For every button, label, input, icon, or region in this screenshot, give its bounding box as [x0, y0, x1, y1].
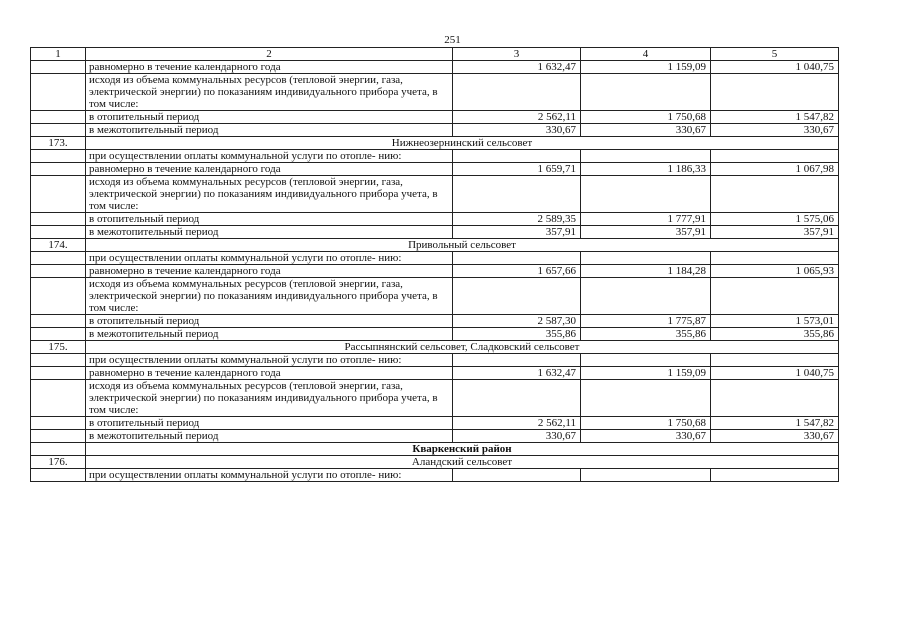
row-number-cell	[31, 226, 86, 239]
table-row	[31, 74, 839, 111]
table-row	[31, 226, 839, 239]
row-description: в межотопительный период	[86, 430, 453, 443]
value-col-5	[711, 176, 839, 213]
value-col-3: 357,91	[453, 226, 581, 239]
row-number-cell	[31, 328, 86, 341]
value-col-3: 2 562,11	[453, 111, 581, 124]
region-spacer	[31, 443, 86, 456]
row-description: равномерно в течение календарного года	[86, 265, 453, 278]
section-row	[31, 456, 839, 469]
value-col-4: 355,86	[581, 328, 711, 341]
value-col-4: 330,67	[581, 430, 711, 443]
row-description: в межотопительный период	[86, 124, 453, 137]
value-col-4	[581, 469, 711, 482]
table-row	[31, 163, 839, 176]
row-number-cell	[31, 213, 86, 226]
row-description: при осуществлении оплаты коммунальной услуги по отопле- нию:	[86, 252, 453, 265]
row-number-cell	[31, 367, 86, 380]
value-col-5: 1 575,06	[711, 213, 839, 226]
value-col-4: 1 186,33	[581, 163, 711, 176]
value-col-4	[581, 278, 711, 315]
value-col-5: 1 067,98	[711, 163, 839, 176]
column-header-3: 3	[453, 48, 581, 61]
value-col-3	[453, 469, 581, 482]
row-description: в межотопительный период	[86, 226, 453, 239]
section-number: 173.	[31, 137, 86, 150]
row-number-cell	[31, 265, 86, 278]
row-description: при осуществлении оплаты коммунальной услуги по отопле- нию:	[86, 469, 453, 482]
value-col-3: 2 587,30	[453, 315, 581, 328]
value-col-5: 1 040,75	[711, 61, 839, 74]
value-col-5: 357,91	[711, 226, 839, 239]
section-title: Нижнеозернинский сельсовет	[86, 137, 839, 150]
value-col-4: 1 750,68	[581, 111, 711, 124]
table-row	[31, 469, 839, 482]
table-row	[31, 150, 839, 163]
region-title: Кваркенский район	[86, 443, 839, 456]
value-col-4	[581, 150, 711, 163]
row-number-cell	[31, 150, 86, 163]
table-row	[31, 328, 839, 341]
value-col-5	[711, 150, 839, 163]
value-col-5	[711, 469, 839, 482]
section-row	[31, 137, 839, 150]
table-row	[31, 176, 839, 213]
value-col-5	[711, 354, 839, 367]
table-row	[31, 213, 839, 226]
value-col-5: 1 040,75	[711, 367, 839, 380]
value-col-4: 1 750,68	[581, 417, 711, 430]
value-col-3	[453, 74, 581, 111]
row-number-cell	[31, 430, 86, 443]
table-row	[31, 61, 839, 74]
table-row	[31, 380, 839, 417]
value-col-3	[453, 354, 581, 367]
section-title: Привольный сельсовет	[86, 239, 839, 252]
row-number-cell	[31, 469, 86, 482]
value-col-5: 1 547,82	[711, 111, 839, 124]
column-header-4: 4	[581, 48, 711, 61]
value-col-4	[581, 176, 711, 213]
value-col-4	[581, 380, 711, 417]
value-col-3: 1 632,47	[453, 367, 581, 380]
value-col-3: 330,67	[453, 124, 581, 137]
row-number-cell	[31, 315, 86, 328]
value-col-3	[453, 380, 581, 417]
section-number: 175.	[31, 341, 86, 354]
value-col-3: 1 659,71	[453, 163, 581, 176]
value-col-5: 330,67	[711, 124, 839, 137]
value-col-5	[711, 252, 839, 265]
row-description: в отопительный период	[86, 315, 453, 328]
section-row	[31, 239, 839, 252]
row-number-cell	[31, 176, 86, 213]
row-number-cell	[31, 278, 86, 315]
row-description: в отопительный период	[86, 213, 453, 226]
row-number-cell	[31, 163, 86, 176]
value-col-5: 1 547,82	[711, 417, 839, 430]
row-number-cell	[31, 417, 86, 430]
table-row	[31, 111, 839, 124]
row-description: равномерно в течение календарного года	[86, 61, 453, 74]
row-description: исходя из объема коммунальных ресурсов (тепловой энергии, газа, электрической энергии) по показаниям индивидуального прибора учета, в том числе:	[86, 278, 453, 315]
row-number-cell	[31, 61, 86, 74]
value-col-3: 2 562,11	[453, 417, 581, 430]
row-description: исходя из объема коммунальных ресурсов (тепловой энергии, газа, электрической энергии) по показаниям индивидуального прибора учета, в том числе:	[86, 176, 453, 213]
column-header-5: 5	[711, 48, 839, 61]
section-title: Аландский сельсовет	[86, 456, 839, 469]
value-col-4: 1 777,91	[581, 213, 711, 226]
table-row	[31, 265, 839, 278]
section-row	[31, 341, 839, 354]
value-col-4: 1 184,28	[581, 265, 711, 278]
table-row	[31, 367, 839, 380]
value-col-4: 330,67	[581, 124, 711, 137]
value-col-4: 1 159,09	[581, 367, 711, 380]
row-description: исходя из объема коммунальных ресурсов (тепловой энергии, газа, электрической энергии) по показаниям индивидуального прибора учета, в том числе:	[86, 380, 453, 417]
value-col-4: 1 159,09	[581, 61, 711, 74]
value-col-3: 1 632,47	[453, 61, 581, 74]
value-col-4	[581, 354, 711, 367]
value-col-4	[581, 74, 711, 111]
row-description: исходя из объема коммунальных ресурсов (тепловой энергии, газа, электрической энергии) по показаниям индивидуального прибора учета, в том числе:	[86, 74, 453, 111]
value-col-4: 357,91	[581, 226, 711, 239]
row-description: в межотопительный период	[86, 328, 453, 341]
value-col-3	[453, 176, 581, 213]
tariff-table	[30, 47, 839, 482]
row-number-cell	[31, 380, 86, 417]
row-description: при осуществлении оплаты коммунальной услуги по отопле- нию:	[86, 150, 453, 163]
value-col-5	[711, 380, 839, 417]
value-col-3	[453, 150, 581, 163]
value-col-5: 1 573,01	[711, 315, 839, 328]
value-col-3: 355,86	[453, 328, 581, 341]
section-number: 176.	[31, 456, 86, 469]
value-col-3	[453, 252, 581, 265]
section-number: 174.	[31, 239, 86, 252]
row-number-cell	[31, 354, 86, 367]
row-description: в отопительный период	[86, 417, 453, 430]
section-title: Рассыпнянский сельсовет, Сладковский сельсовет	[86, 341, 839, 354]
value-col-3: 2 589,35	[453, 213, 581, 226]
table-row	[31, 430, 839, 443]
row-number-cell	[31, 74, 86, 111]
value-col-5: 330,67	[711, 430, 839, 443]
value-col-5: 355,86	[711, 328, 839, 341]
row-description: равномерно в течение календарного года	[86, 163, 453, 176]
page-number: 251	[444, 34, 461, 46]
row-description: равномерно в течение календарного года	[86, 367, 453, 380]
value-col-3	[453, 278, 581, 315]
column-header-2: 2	[86, 48, 453, 61]
value-col-5	[711, 74, 839, 111]
value-col-5: 1 065,93	[711, 265, 839, 278]
tariff-table-body	[31, 48, 839, 482]
row-number-cell	[31, 252, 86, 265]
row-number-cell	[31, 124, 86, 137]
column-header-row	[31, 48, 839, 61]
table-row	[31, 252, 839, 265]
region-row	[31, 443, 839, 456]
value-col-3: 1 657,66	[453, 265, 581, 278]
table-row	[31, 124, 839, 137]
row-description: в отопительный период	[86, 111, 453, 124]
table-row	[31, 278, 839, 315]
value-col-4	[581, 252, 711, 265]
table-row	[31, 315, 839, 328]
row-number-cell	[31, 111, 86, 124]
value-col-4: 1 775,87	[581, 315, 711, 328]
table-row	[31, 417, 839, 430]
value-col-3: 330,67	[453, 430, 581, 443]
column-header-1: 1	[31, 48, 86, 61]
table-row	[31, 354, 839, 367]
row-description: при осуществлении оплаты коммунальной услуги по отопле- нию:	[86, 354, 453, 367]
value-col-5	[711, 278, 839, 315]
